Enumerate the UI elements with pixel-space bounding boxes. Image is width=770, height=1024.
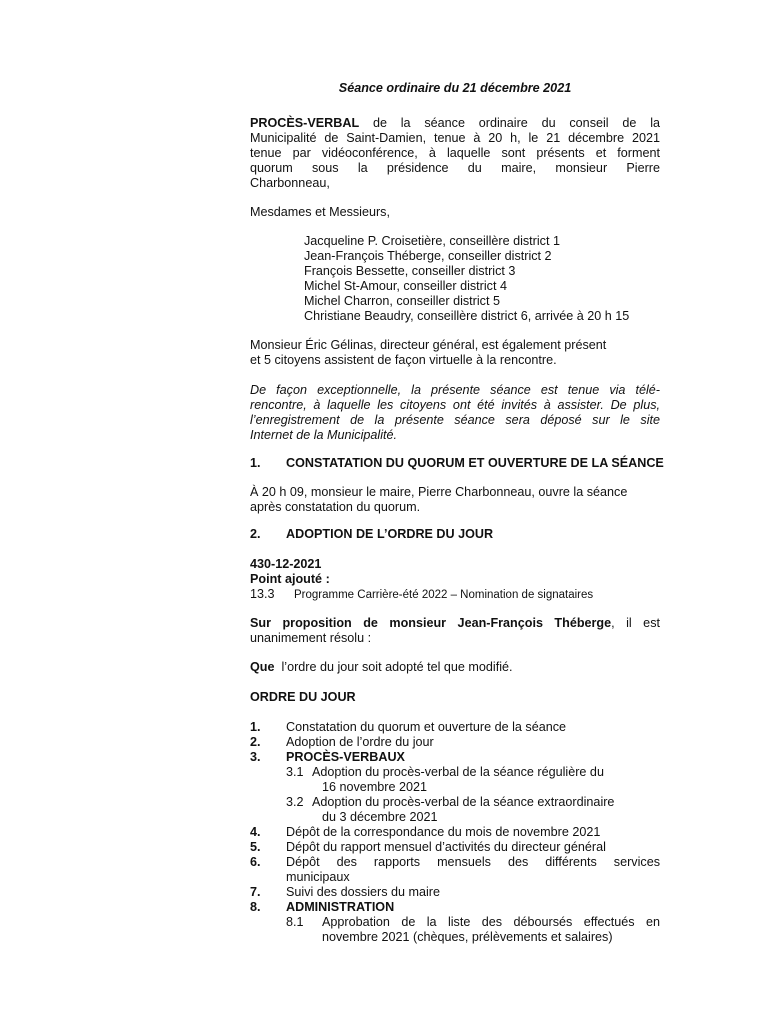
salutation: Mesdames et Messieurs,	[250, 205, 390, 219]
member-item: François Bessette, conseiller district 3	[304, 264, 516, 278]
agenda-item-cont: municipaux	[286, 870, 350, 884]
section-1-number: 1.	[250, 456, 261, 470]
member-item: Jacqueline P. Croisetière, conseillère district 1	[304, 234, 560, 248]
agenda-subitem: Adoption du procès-verbal de la séance régulière du	[312, 765, 604, 779]
agenda-subitem-cont: novembre 2021 (chèques, prélèvements et salaires)	[322, 930, 613, 944]
point-added-number: 13.3	[250, 587, 275, 601]
proposal-line2: unanimement résolu :	[250, 631, 372, 645]
section-1-body	[250, 485, 660, 515]
page-title: Séance ordinaire du 21 décembre 2021	[338, 81, 572, 95]
agenda-subitem: Adoption du procès-verbal de la séance extraordinaire	[312, 795, 615, 809]
agenda-number: 5.	[250, 840, 261, 854]
agenda-number: 8.	[250, 900, 261, 914]
notice-line: De façon exceptionnelle, la présente séance est tenue via télé-	[250, 383, 660, 397]
intro-line4: quorum sous la présidence du maire, monsieur Pierre	[250, 161, 660, 175]
que-rest: l’ordre du jour soit adopté tel que modifié.	[281, 660, 513, 674]
agenda-item: Adoption de l’ordre du jour	[286, 735, 434, 749]
member-item: Michel Charron, conseiller district 5	[304, 294, 500, 308]
agenda-item: ADMINISTRATION	[286, 900, 395, 914]
resolution-number: 430-12-2021	[250, 557, 322, 571]
s1-line2: après constatation du quorum.	[250, 500, 421, 514]
dg-line2: et 5 citoyens assistent de façon virtuelle à la rencontre.	[250, 353, 557, 367]
proposal	[250, 616, 660, 646]
notice-line: rencontre, à laquelle les citoyens ont été invités à assister. De plus,	[250, 398, 660, 412]
agenda-subnumber: 3.1	[286, 765, 304, 779]
agenda-subitem-cont: du 3 décembre 2021	[322, 810, 438, 824]
proposal-bold: Sur proposition de monsieur Jean-François Théberge	[250, 616, 612, 630]
agenda-title: ORDRE DU JOUR	[250, 690, 356, 704]
agenda-item: Constatation du quorum et ouverture de la séance	[286, 720, 567, 734]
dg-line1: Monsieur Éric Gélinas, directeur général, est également présent	[250, 338, 607, 352]
member-item: Christiane Beaudry, conseillère district 6, arrivée à 20 h 15	[304, 309, 630, 323]
agenda-number: 2.	[250, 735, 261, 749]
agenda-number: 3.	[250, 750, 261, 764]
notice-paragraph	[250, 383, 660, 443]
notice-line: Internet de la Municipalité.	[250, 428, 398, 442]
agenda-item: PROCÈS-VERBAUX	[286, 750, 405, 764]
members-list	[304, 234, 629, 324]
agenda-item: Dépôt des rapports mensuels des différents services	[286, 855, 660, 869]
section-2-heading: ADOPTION DE L’ORDRE DU JOUR	[286, 527, 494, 541]
member-item: Jean-François Théberge, conseiller district 2	[304, 249, 552, 263]
intro-line1: de la séance ordinaire du conseil de la	[359, 116, 660, 130]
section-2-number: 2.	[250, 527, 261, 541]
dg-paragraph	[250, 338, 660, 368]
notice-line: l’enregistrement de la présente séance sera déposé sur le site	[250, 413, 660, 427]
intro-line3: tenue par vidéoconférence, à laquelle sont présents et forment	[250, 146, 660, 160]
intro-line5: Charbonneau,	[250, 176, 330, 190]
que-line	[250, 660, 660, 675]
agenda-number: 6.	[250, 855, 261, 869]
intro-paragraph	[250, 116, 660, 191]
intro-bold: PROCÈS-VERBAL	[250, 116, 360, 130]
agenda-number: 7.	[250, 885, 261, 899]
agenda-number: 1.	[250, 720, 261, 734]
member-item: Michel St-Amour, conseiller district 4	[304, 279, 507, 293]
agenda-item: Dépôt de la correspondance du mois de novembre 2021	[286, 825, 601, 839]
agenda-number: 4.	[250, 825, 261, 839]
s1-line1: À 20 h 09, monsieur le maire, Pierre Charbonneau, ouvre la séance	[250, 485, 628, 499]
agenda-subitem: Approbation de la liste des déboursés effectués en	[322, 915, 660, 929]
agenda-subitem-cont: 16 novembre 2021	[322, 780, 428, 794]
agenda-item: Dépôt du rapport mensuel d’activités du directeur général	[286, 840, 606, 854]
point-added-label: Point ajouté :	[250, 572, 330, 586]
point-added-text: Programme Carrière-été 2022 – Nomination de signataires	[294, 589, 594, 601]
proposal-rest: , il est	[611, 616, 660, 630]
que-bold: Que	[250, 660, 275, 674]
agenda-subnumber: 3.2	[286, 795, 304, 809]
section-1-heading: CONSTATATION DU QUORUM ET OUVERTURE DE LA SÉANCE	[286, 456, 664, 470]
agenda-subnumber: 8.1	[286, 915, 304, 929]
agenda-item: Suivi des dossiers du maire	[286, 885, 440, 899]
intro-line2: Municipalité de Saint-Damien, tenue à 20 h, le 21 décembre 2021	[250, 131, 660, 145]
